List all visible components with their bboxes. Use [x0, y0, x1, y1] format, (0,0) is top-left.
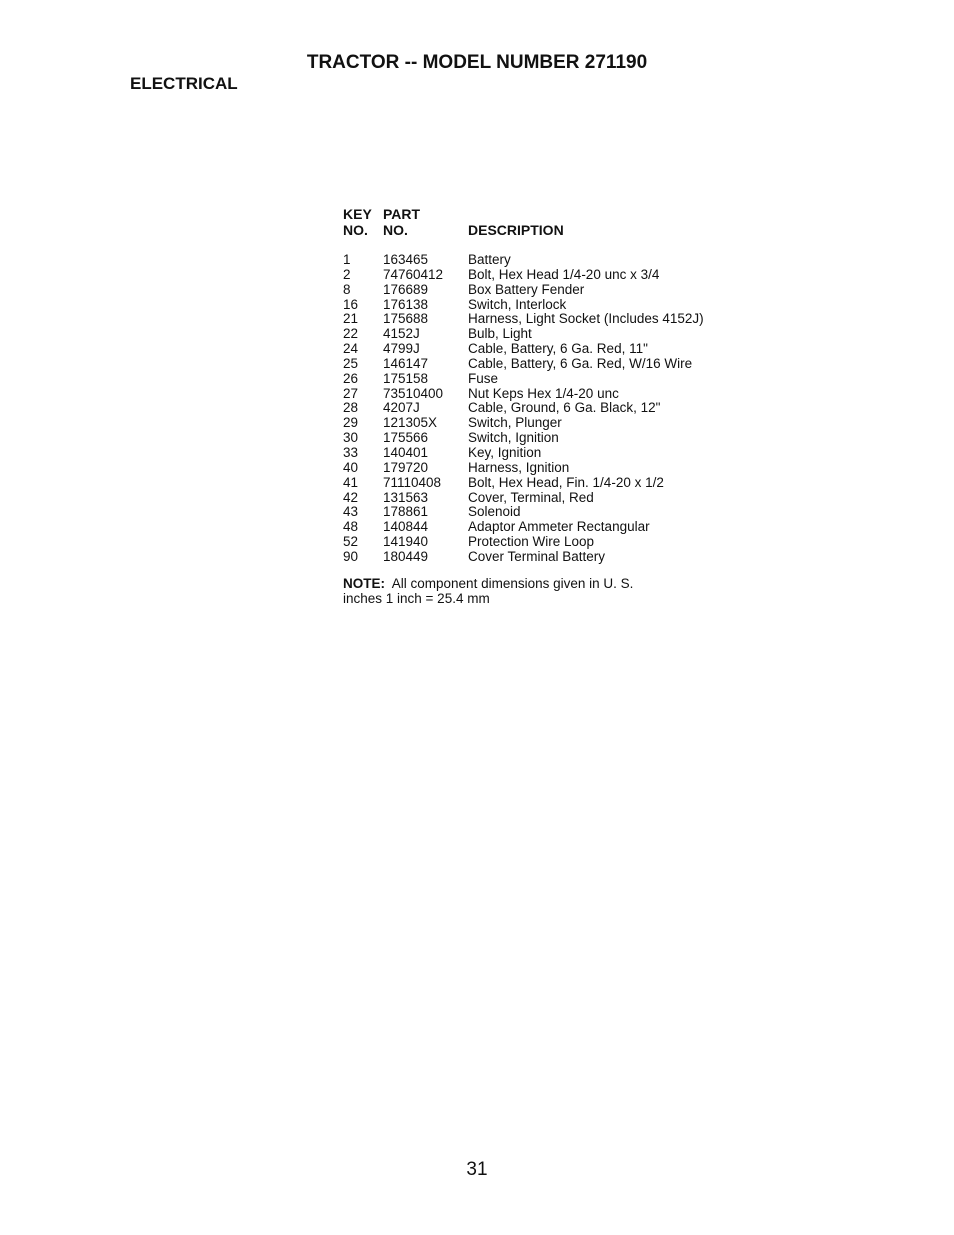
description-cell: Fuse: [468, 370, 499, 386]
description-cell: Solenoid: [468, 504, 521, 520]
key-no-cell: 43: [343, 504, 359, 520]
key-no-cell: 16: [343, 296, 359, 312]
key-no-cell: 2: [343, 266, 351, 282]
key-no-cell: 42: [343, 489, 359, 505]
page-number: 31: [466, 1159, 488, 1180]
part-no-cell: 175566: [383, 430, 429, 446]
page-title: TRACTOR -- MODEL NUMBER 271190: [306, 52, 648, 73]
table-row: [343, 401, 748, 416]
description-cell: Harness, Light Socket (Includes 4152J): [468, 311, 704, 327]
key-no-cell: 90: [343, 548, 359, 564]
table-row: [343, 283, 748, 298]
part-no-cell: 176138: [383, 296, 429, 312]
note-label: NOTE:: [343, 575, 385, 591]
key-no-cell: 41: [343, 474, 359, 490]
table-row: [343, 342, 748, 357]
part-no-cell: 4799J: [383, 341, 420, 357]
key-no-cell: 29: [343, 415, 359, 431]
part-no-cell: 140401: [383, 444, 429, 460]
table-row: [343, 312, 748, 327]
description-cell: Switch, Ignition: [468, 430, 559, 446]
table-row: [343, 431, 748, 446]
description-cell: Cable, Battery, 6 Ga. Red, W/16 Wire: [468, 355, 693, 371]
table-row: [343, 550, 748, 565]
table-header: [343, 206, 748, 238]
part-no-cell: 131563: [383, 489, 429, 505]
description-cell: Harness, Ignition: [468, 459, 570, 475]
part-header-line1: PART: [383, 206, 421, 222]
description-cell: Cable, Ground, 6 Ga. Black, 12": [468, 400, 661, 416]
key-header-line2: NO.: [343, 222, 368, 238]
table-row: [343, 357, 748, 372]
key-no-cell: 48: [343, 519, 359, 535]
part-no-header: [383, 206, 468, 238]
note-line2: inches 1 inch = 25.4 mm: [343, 590, 490, 606]
key-no-cell: 30: [343, 430, 359, 446]
note-line1: All component dimensions given in U. S.: [391, 575, 634, 591]
description-cell: Protection Wire Loop: [468, 534, 595, 550]
table-row: [343, 476, 748, 491]
description-cell: Cable, Battery, 6 Ga. Red, 11": [468, 341, 648, 357]
description-cell: Box Battery Fender: [468, 281, 585, 297]
table-row: [343, 535, 748, 550]
key-header-line1: KEY: [343, 206, 372, 222]
key-no-cell: 40: [343, 459, 359, 475]
part-no-cell: 176689: [383, 281, 429, 297]
table-row: [343, 298, 748, 313]
part-no-cell: 179720: [383, 459, 429, 475]
part-header-line2: NO.: [383, 222, 408, 238]
table-row: [343, 387, 748, 402]
table-body: [343, 253, 748, 565]
part-no-cell: 140844: [383, 519, 429, 535]
part-no-cell: 180449: [383, 548, 429, 564]
part-no-cell: 4152J: [383, 326, 420, 342]
key-no-header: [343, 206, 383, 238]
description-cell: Nut Keps Hex 1/4-20 unc: [468, 385, 619, 401]
key-no-cell: 1: [343, 252, 351, 267]
key-no-cell: 33: [343, 444, 359, 460]
part-no-cell: 73510400: [383, 385, 444, 401]
table-row: [343, 446, 748, 461]
part-no-cell: 163465: [383, 252, 429, 267]
part-no-cell: 121305X: [383, 415, 438, 431]
description-cell: Cover Terminal Battery: [468, 548, 606, 564]
description-cell: Adaptor Ammeter Rectangular: [468, 519, 650, 535]
description-cell: Cover, Terminal, Red: [468, 489, 594, 505]
key-no-cell: 22: [343, 326, 359, 342]
description-cell: Bolt, Hex Head, Fin. 1/4-20 x 1/2: [468, 474, 664, 490]
description-cell: Switch, Interlock: [468, 296, 567, 312]
key-no-cell: 27: [343, 385, 359, 401]
table-row: [343, 491, 748, 506]
part-no-cell: 71110408: [383, 474, 442, 490]
table-row: [343, 253, 748, 268]
description-cell: Bulb, Light: [468, 326, 532, 342]
part-no-cell: 141940: [383, 534, 429, 550]
key-no-cell: 21: [343, 311, 359, 327]
note: [343, 576, 748, 606]
part-no-cell: 4207J: [383, 400, 420, 416]
parts-table: [343, 206, 748, 606]
part-no-cell: 175688: [383, 311, 429, 327]
key-no-cell: 26: [343, 370, 359, 386]
section-heading: ELECTRICAL: [130, 74, 238, 93]
description-cell: Switch, Plunger: [468, 415, 562, 431]
description-cell: Bolt, Hex Head 1/4-20 unc x 3/4: [468, 266, 660, 282]
table-row: [343, 372, 748, 387]
description-cell: Key, Ignition: [468, 444, 542, 460]
key-no-cell: 28: [343, 400, 359, 416]
part-no-cell: 175158: [383, 370, 429, 386]
table-row: [343, 416, 748, 431]
part-no-cell: 178861: [383, 504, 429, 520]
description-cell: Battery: [468, 252, 511, 267]
table-row: [343, 461, 748, 476]
description-header-label: DESCRIPTION: [468, 222, 564, 238]
part-no-cell: 74760412: [383, 266, 444, 282]
description-header: [468, 206, 748, 238]
part-no-cell: 146147: [383, 355, 429, 371]
key-no-cell: 52: [343, 534, 359, 550]
key-no-cell: 24: [343, 341, 359, 357]
key-no-cell: 8: [343, 281, 351, 297]
table-row: [343, 268, 748, 283]
table-row: [343, 327, 748, 342]
key-no-cell: 25: [343, 355, 359, 371]
table-row: [343, 505, 748, 520]
table-row: [343, 520, 748, 535]
